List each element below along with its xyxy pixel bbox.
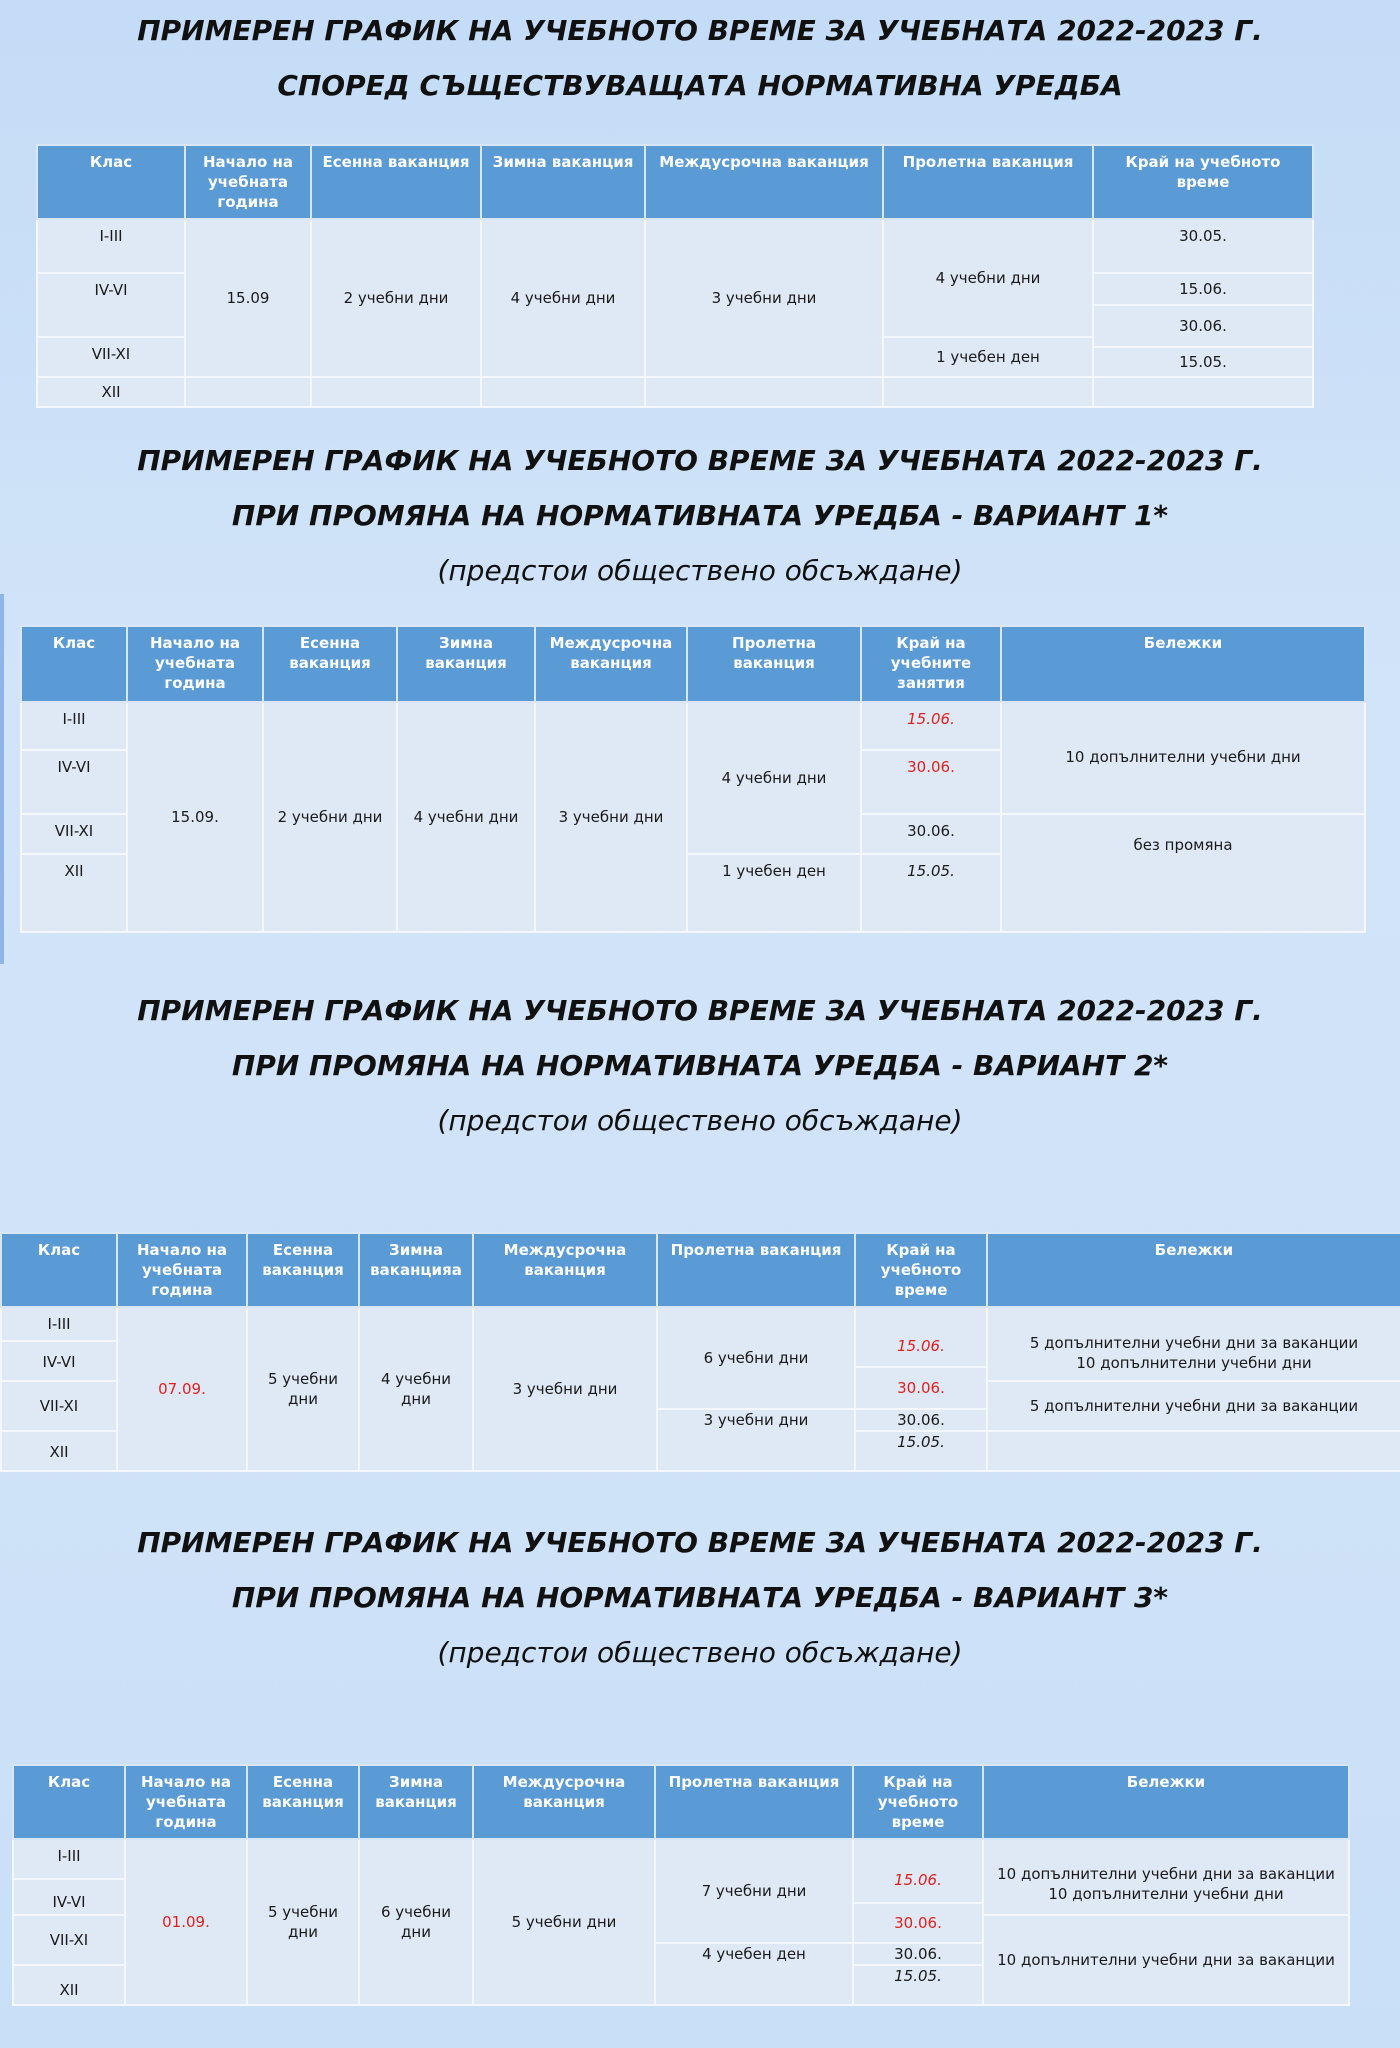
header-winter: Зимна ваканцияа — [359, 1233, 473, 1307]
spring-cell-blank — [883, 377, 1093, 407]
end-cell: 15.05. — [1093, 347, 1313, 377]
end-cell: 30.06. — [855, 1409, 987, 1431]
start-cell: 01.09. — [125, 1839, 247, 2005]
schedule-table-variant-2 — [0, 1232, 1400, 1472]
header-class: Клас — [13, 1765, 125, 1839]
header-spring: Пролетна ваканция — [883, 145, 1093, 219]
title-line: ПРИ ПРОМЯНА НА НОРМАТИВНАТА УРЕДБА - ВАРИАНТ 2* — [231, 1049, 1169, 1082]
class-cell: IV-VI — [1, 1341, 117, 1381]
title-line: СПОРЕД СЪЩЕСТВУВАЩАТА НОРМАТИВНА УРЕДБА — [277, 69, 1123, 102]
winter-cell: 6 учебни дни — [359, 1839, 473, 2005]
class-cell: IV-VI — [13, 1879, 125, 1915]
header-class: Клас — [37, 145, 185, 219]
end-cell: 30.06. — [1093, 305, 1313, 347]
winter-cell: 4 учебни дни — [397, 702, 535, 932]
end-cell: 30.06. — [861, 750, 1001, 814]
class-cell: I-III — [21, 702, 127, 750]
end-cell: 30.06. — [853, 1943, 983, 1965]
end-cell-blank — [1093, 377, 1313, 407]
header-start: Начало на учебната година — [127, 626, 263, 702]
end-cell: 15.05. — [861, 854, 1001, 932]
notes-line: 10 допълнителни учебни дни за ваканции — [997, 1865, 1335, 1883]
header-end: Край на учебното време — [853, 1765, 983, 1839]
midterm-cell: 3 учебни дни — [473, 1307, 657, 1471]
spring-cell-xii: 1 учебен ден — [687, 854, 861, 932]
header-end: Край на учебното време — [855, 1233, 987, 1307]
header-notes: Бележки — [1001, 626, 1365, 702]
schedule-table-current — [36, 144, 1314, 408]
header-midterm: Междусрочна ваканция — [645, 145, 883, 219]
notes-cell: 10 допълнителни учебни дни за ваканции — [983, 1915, 1349, 2005]
midterm-cell: 3 учебни дни — [535, 702, 687, 932]
class-cell: I-III — [37, 219, 185, 273]
midterm-cell: 3 учебни дни — [645, 219, 883, 377]
title-note: (предстои обществено обсъждане) — [437, 554, 963, 587]
class-cell: XII — [21, 854, 127, 932]
header-spring: Пролетна ваканция — [655, 1765, 853, 1839]
header-end: Край на учебното време — [1093, 145, 1313, 219]
notes-cell: 10 допълнителни учебни дни — [1001, 702, 1365, 814]
header-notes: Бележки — [983, 1765, 1349, 1839]
end-cell: 30.06. — [861, 814, 1001, 854]
header-class: Клас — [1, 1233, 117, 1307]
section-2-title — [0, 440, 1400, 592]
title-note: (предстои обществено обсъждане) — [437, 1636, 963, 1669]
spring-cell-xii: 1 учебен ден — [883, 337, 1093, 377]
schedule-table-variant-3 — [12, 1764, 1350, 2006]
end-cell: 30.06. — [853, 1903, 983, 1943]
spring-cell-xii: 3 учебни дни — [657, 1409, 855, 1471]
section-1-title — [0, 10, 1400, 107]
header-start: Начало на учебната година — [117, 1233, 247, 1307]
midterm-cell-blank — [645, 377, 883, 407]
title-line: ПРИМЕРЕН ГРАФИК НА УЧЕБНОТО ВРЕМЕ ЗА УЧЕБНАТА 2022-2023 Г. — [137, 444, 1263, 477]
header-start: Начало на учебната година — [185, 145, 311, 219]
class-cell: VII-XI — [37, 337, 185, 377]
class-cell: VII-XI — [1, 1381, 117, 1431]
spring-cell: 6 учебни дни — [657, 1307, 855, 1409]
end-cell: 15.05. — [853, 1965, 983, 2005]
end-cell: 30.05. — [1093, 219, 1313, 273]
winter-cell-blank — [481, 377, 645, 407]
start-cell: 15.09. — [127, 702, 263, 932]
header-spring: Пролетна ваканция — [657, 1233, 855, 1307]
autumn-cell: 5 учебни дни — [247, 1839, 359, 2005]
end-cell: 15.06. — [855, 1307, 987, 1367]
section-3-title — [0, 990, 1400, 1142]
notes-cell: 5 допълнителни учебни дни за ваканции — [987, 1381, 1400, 1431]
end-cell: 15.05. — [855, 1431, 987, 1471]
header-midterm: Междусрочна ваканция — [473, 1233, 657, 1307]
title-line: ПРИ ПРОМЯНА НА НОРМАТИВНАТА УРЕДБА - ВАРИАНТ 1* — [231, 499, 1169, 532]
class-cell: VII-XI — [13, 1915, 125, 1965]
winter-cell: 4 учебни дни — [359, 1307, 473, 1471]
title-note: (предстои обществено обсъждане) — [437, 1104, 963, 1137]
spring-cell: 4 учебни дни — [687, 702, 861, 854]
end-cell: 30.06. — [855, 1367, 987, 1409]
header-winter: Зимна ваканция — [397, 626, 535, 702]
header-spring: Пролетна ваканция — [687, 626, 861, 702]
notes-cell — [983, 1839, 1349, 1915]
winter-cell: 4 учебни дни — [481, 219, 645, 377]
class-cell: VII-XI — [21, 814, 127, 854]
header-autumn: Есенна ваканция — [247, 1233, 359, 1307]
header-notes: Бележки — [987, 1233, 1400, 1307]
end-cell: 15.06. — [861, 702, 1001, 750]
title-line: ПРИМЕРЕН ГРАФИК НА УЧЕБНОТО ВРЕМЕ ЗА УЧЕБНАТА 2022-2023 Г. — [137, 14, 1263, 47]
class-cell: I-III — [1, 1307, 117, 1341]
notes-line: 10 допълнителни учебни дни — [1048, 1885, 1284, 1903]
autumn-cell: 2 учебни дни — [263, 702, 397, 932]
autumn-cell: 2 учебни дни — [311, 219, 481, 377]
header-winter: Зимна ваканция — [481, 145, 645, 219]
class-cell: XII — [1, 1431, 117, 1471]
spring-cell: 4 учебни дни — [883, 219, 1093, 337]
notes-cell-blank — [987, 1431, 1400, 1471]
midterm-cell: 5 учебни дни — [473, 1839, 655, 2005]
spring-cell: 7 учебни дни — [655, 1839, 853, 1943]
schedule-table-variant-1 — [20, 625, 1366, 933]
header-start: Начало на учебната година — [125, 1765, 247, 1839]
class-cell: IV-VI — [21, 750, 127, 814]
end-cell: 15.06. — [853, 1839, 983, 1903]
autumn-cell-blank — [311, 377, 481, 407]
header-autumn: Есенна ваканция — [247, 1765, 359, 1839]
class-cell: XII — [13, 1965, 125, 2005]
notes-line: 5 допълнителни учебни дни за ваканции — [1029, 1334, 1359, 1352]
autumn-cell: 5 учебни дни — [247, 1307, 359, 1471]
title-line: ПРИМЕРЕН ГРАФИК НА УЧЕБНОТО ВРЕМЕ ЗА УЧЕБНАТА 2022-2023 Г. — [137, 994, 1263, 1027]
divider-bar — [0, 594, 4, 964]
notes-cell: без промяна — [1001, 814, 1365, 932]
title-line: ПРИ ПРОМЯНА НА НОРМАТИВНАТА УРЕДБА - ВАРИАНТ 3* — [231, 1581, 1169, 1614]
header-autumn: Есенна ваканция — [263, 626, 397, 702]
start-cell: 07.09. — [117, 1307, 247, 1471]
end-cell: 15.06. — [1093, 273, 1313, 305]
section-4-title — [0, 1522, 1400, 1674]
header-midterm: Междусрочна ваканция — [535, 626, 687, 702]
header-winter: Зимна ваканция — [359, 1765, 473, 1839]
class-cell: IV-VI — [37, 273, 185, 337]
notes-line: 10 допълнителни учебни дни — [1076, 1354, 1312, 1372]
class-cell: XII — [37, 377, 185, 407]
class-cell: I-III — [13, 1839, 125, 1879]
start-cell-blank — [185, 377, 311, 407]
start-cell: 15.09 — [185, 219, 311, 377]
title-line: ПРИМЕРЕН ГРАФИК НА УЧЕБНОТО ВРЕМЕ ЗА УЧЕБНАТА 2022-2023 Г. — [137, 1526, 1263, 1559]
header-end: Край на учебните занятия — [861, 626, 1001, 702]
header-class: Клас — [21, 626, 127, 702]
header-autumn: Есенна ваканция — [311, 145, 481, 219]
notes-cell — [987, 1307, 1400, 1381]
spring-cell-xii: 4 учебен ден — [655, 1943, 853, 2005]
header-midterm: Междусрочна ваканция — [473, 1765, 655, 1839]
